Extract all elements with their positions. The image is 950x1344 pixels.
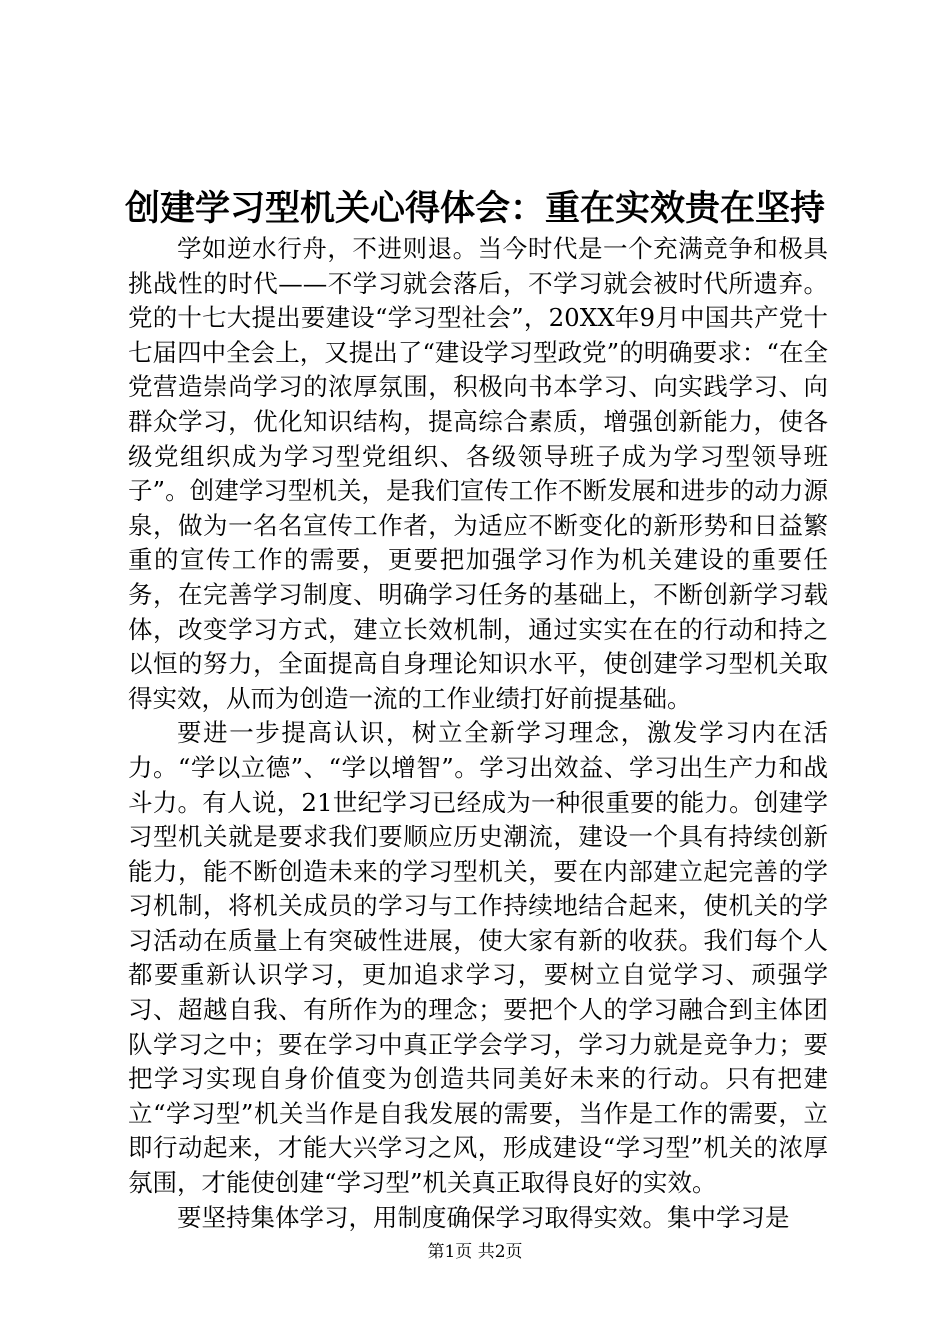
paragraph: 要进一步提高认识，树立全新学习理念，激发学习内在活力。“学以立德”、“学以增智”。学习出效益、学习出生产力和战斗力。有人说，21世纪学习已经成为一种很重要的能力。创建学习型机关就是要求我们要顺应历史潮流，建设一个具有持续创新能力，能不断创造未来的学习型机关，要在内部建立起完善的学习机制，将机关成员的学习与工作持续地结合起来，使机关的学习活动在质量上有突破性进展，使大家有新的收获。我们每个人都要重新认识学习，更加追求学习，要树立自觉学习、顽强学习、超越自我、有所作为的理念；要把个人的学习融合到主体团队学习之中；要在学习中真正学会学习，学习力就是竞争力；要把学习实现自身价值变为创造共同美好未来的行动。只有把建立“学习型”机关当作是自我发展的需要，当作是工作的需要，立即行动起来，才能大兴学习之风，形成建设“学习型”机关的浓厚氛围，才能使创建“学习型”机关真正取得良好的实效。 [128, 718, 828, 1198]
page-number-footer: 第1页 共2页 [427, 1242, 523, 1262]
document-body [128, 232, 828, 1235]
paragraph: 要坚持集体学习，用制度确保学习取得实效。集中学习是 [177, 1202, 790, 1232]
paragraph: 学如逆水行舟，不进则退。当今时代是一个充满竞争和极具挑战性的时代——不学习就会落后，不学习就会被时代所遗弃。党的十七大提出要建设“学习型社会”，20XX年9月中国共产党十七届四中全会上，又提出了“建设学习型政党”的明确要求：“在全党营造崇尚学习的浓厚氛围，积极向书本学习、向实践学习、向群众学习，优化知识结构，提高综合素质，增强创新能力，使各级党组织成为学习型党组织、各级领导班子成为学习型领导班子”。创建学习型机关，是我们宣传工作不断发展和进步的动力源泉，做为一名名宣传工作者，为适应不断变化的新形势和日益繁重的宣传工作的需要，更要把加强学习作为机关建设的重要任务，在完善学习制度、明确学习任务的基础上，不断创新学习载体，改变学习方式，建立长效机制，通过实实在在的行动和持之以恒的努力，全面提高自身理论知识水平，使创建学习型机关取得实效，从而为创造一流的工作业绩打好前提基础。 [128, 234, 828, 713]
document-title: 创建学习型机关心得体会：重在实效贵在坚持 [125, 188, 826, 229]
